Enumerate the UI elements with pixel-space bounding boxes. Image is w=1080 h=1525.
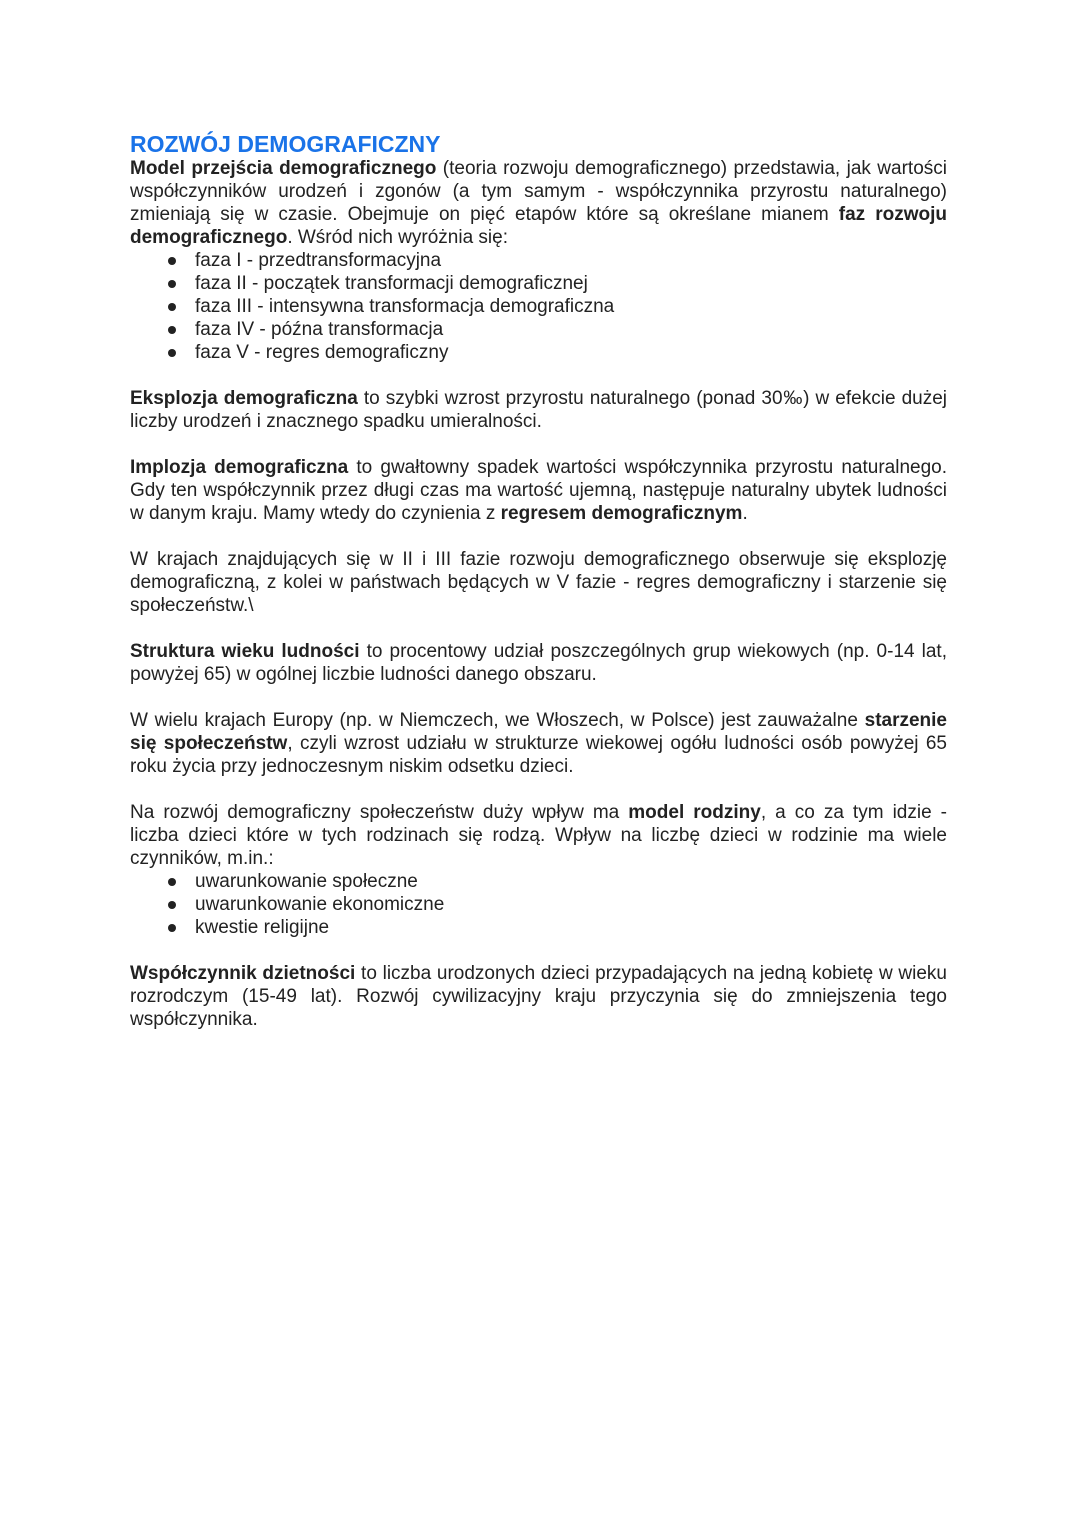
paragraph-text: Na rozwój demograficzny społeczeństw duży wpływ ma [130, 802, 629, 823]
list-item [130, 916, 947, 939]
phases-list [130, 249, 947, 364]
term-explosion: Eksplozja demograficzna [130, 388, 358, 409]
paragraph-text: to liczba urodzonych dzieci przypadających na jedną kobietę w wieku rozrodczym (15-49 lat). Rozwój cywilizacyjny kraju przyczynia się do zmniejszenia tego współczynnika. [130, 963, 947, 1030]
page-title: ROZWÓJ DEMOGRAFICZNY [130, 131, 441, 157]
bullet-icon [168, 901, 176, 909]
paragraph-family-model [130, 801, 947, 870]
paragraph-text: , a co za tym idzie - liczba dzieci które w tych rodzinach się rodzą. Wpływ na liczbę dzieci w rodzinie ma wiele czynników, m.in.: [130, 802, 947, 869]
paragraph-text: to szybki wzrost przyrostu naturalnego (ponad 30‰) w efekcie dużej liczby urodzeń i znacznego spadku umieralności. [130, 388, 947, 432]
paragraph-text: to procentowy udział poszczególnych grup wiekowych (np. 0-14 lat, powyżej 65) w ogólnej liczbie ludności danego obszaru. [130, 641, 947, 685]
document-page [130, 131, 947, 1031]
paragraph-demographic-transition-model [130, 157, 947, 249]
paragraph-text: . Wśród nich wyróżnia się: [287, 227, 508, 248]
paragraph-text: W wielu krajach Europy (np. w Niemczech, we Włoszech, w Polsce) jest zauważalne [130, 710, 865, 731]
paragraph-fertility-rate [130, 962, 947, 1031]
paragraph-aging-societies [130, 709, 947, 778]
list-item [130, 893, 947, 916]
list-item-label: faza II - początek transformacji demograficznej [195, 273, 588, 294]
bullet-icon [168, 257, 176, 265]
list-item-label: uwarunkowanie społeczne [195, 871, 418, 892]
list-item [130, 272, 947, 295]
list-item [130, 249, 947, 272]
factors-list [130, 870, 947, 939]
term-implosion: Implozja demograficzna [130, 457, 349, 478]
list-item-label: faza IV - późna transformacja [195, 319, 444, 340]
term-phases: faz rozwoju demograficznego [130, 204, 947, 248]
list-item [130, 295, 947, 318]
paragraph-population-implosion [130, 456, 947, 525]
paragraph-text: (teoria rozwoju demograficznego) przedstawia, jak wartości współczynników urodzeń i zgonów (a tym samym - współczynnika przyrostu naturalnego) zmieniają się w czasie. Obejmuje on pięć etapów które są określane mianem [130, 158, 947, 225]
bullet-icon [168, 878, 176, 886]
term-aging: starzenie się społeczeństw [130, 710, 947, 754]
list-item-label: faza III - intensywna transformacja demograficzna [195, 296, 615, 317]
list-item [130, 341, 947, 364]
list-item-label: faza I - przedtransformacyjna [195, 250, 442, 271]
term-model: Model przejścia demograficznego [130, 158, 437, 179]
term-family-model: model rodziny [628, 802, 761, 823]
bullet-icon [168, 349, 176, 357]
paragraph-text: . [742, 503, 748, 524]
paragraph-text: to gwałtowny spadek wartości współczynnika przyrostu naturalnego. Gdy ten współczynnik przez długi czas ma wartość ujemną, następuje naturalny ubytek ludności w danym kraju. Mamy wtedy do czynienia z [130, 457, 948, 524]
list-item-label: faza V - regres demograficzny [195, 342, 449, 363]
list-item [130, 870, 947, 893]
term-age-structure: Struktura wieku ludności [130, 641, 360, 662]
term-fertility-rate: Współczynnik dzietności [130, 963, 356, 984]
list-item-label: uwarunkowanie ekonomiczne [195, 894, 445, 915]
list-item-label: kwestie religijne [195, 917, 330, 938]
bullet-icon [168, 924, 176, 932]
term-regression: regresem demograficznym [500, 503, 743, 524]
paragraph-population-explosion [130, 387, 947, 433]
bullet-icon [168, 303, 176, 311]
bullet-icon [168, 280, 176, 288]
paragraph-text: W krajach znajdujących się w II i III fazie rozwoju demograficznego obserwuje się eksplozję demograficzną, z kolei w państwach będących w V fazie - regres demograficzny i starzenie się społeczeństw.\ [130, 549, 947, 616]
bullet-icon [168, 326, 176, 334]
list-item [130, 318, 947, 341]
paragraph-age-structure [130, 640, 947, 686]
paragraph-phases-summary [130, 548, 947, 617]
paragraph-text: , czyli wzrost udziału w strukturze wiekowej ogółu ludności osób powyżej 65 roku życia przy jednoczesnym niskim odsetku dzieci. [130, 733, 947, 777]
